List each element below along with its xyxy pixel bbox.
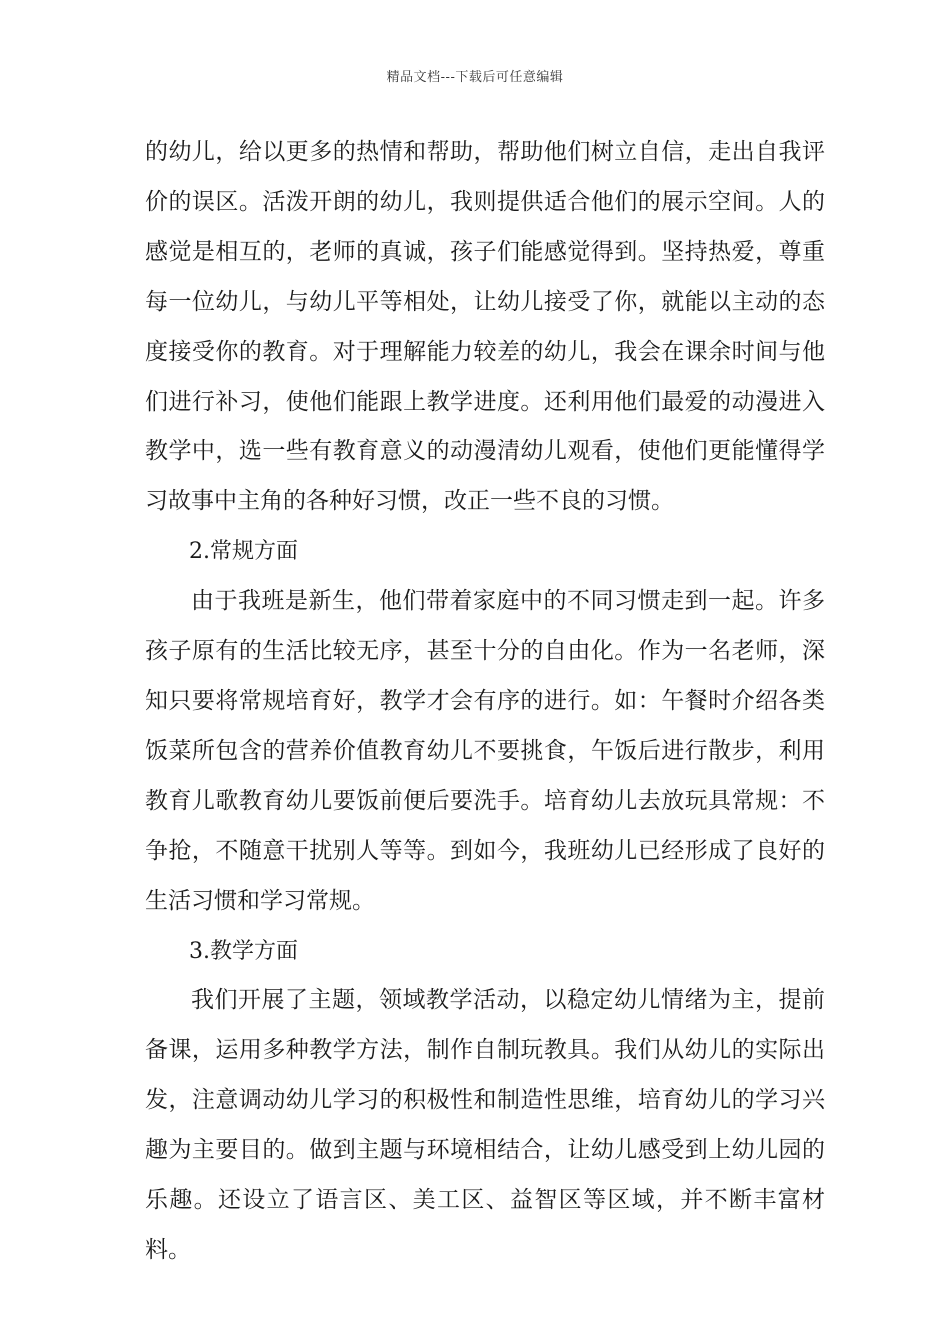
section-heading-teaching: 3.教学方面 <box>189 938 298 964</box>
paragraph-continued: 的幼儿，给以更多的热情和帮助，帮助他们树立自信，走出自我评价的误区。活泼开朗的幼儿，我则提供适合他们的展示空间。人的感觉是相互的，老师的真诚，孩子们能感觉得到。坚持热爱，尊重每一位幼儿，与幼儿平等相处，让幼儿接受了你，就能以主动的态度接受你的教育。对于理解能力较差的幼儿，我会在课余时间与他们进行补习，使他们能跟上教学进度。还利用他们最爱的动漫进入教学中，选一些有教育意义的动漫清幼儿观看，使他们更能懂得学习故事中主角的各种好习惯，改正一些不良的习惯。 <box>145 139 825 515</box>
document-body <box>145 128 825 1276</box>
paragraph-routine: 由于我班是新生，他们带着家庭中的不同习惯走到一起。许多孩子原有的生活比较无序，甚至十分的自由化。作为一名老师，深知只要将常规培育好，教学才会有序的进行。如：午餐时介绍各类饭菜所包含的营养价值教育幼儿不要挑食，午饭后进行散步，利用教育儿歌教育幼儿要饭前便后要洗手。培育幼儿去放玩具常规：不争抢，不随意干扰别人等等。到如今，我班幼儿已经形成了良好的生活习惯和学习常规。 <box>145 588 825 914</box>
paragraph-teaching: 我们开展了主题，领域教学活动，以稳定幼儿情绪为主，提前备课，运用多种教学方法，制作自制玩教具。我们从幼儿的实际出发，注意调动幼儿学习的积极性和制造性思维，培育幼儿的学习兴趣为主要目的。做到主题与环境相结合，让幼儿感受到上幼儿园的乐趣。还设立了语言区、美工区、益智区等区域，并不断丰富材料。 <box>145 987 825 1263</box>
section-heading-routine: 2.常规方面 <box>189 539 298 565</box>
page-header: 精品文档---下载后可任意编辑 <box>386 70 564 85</box>
